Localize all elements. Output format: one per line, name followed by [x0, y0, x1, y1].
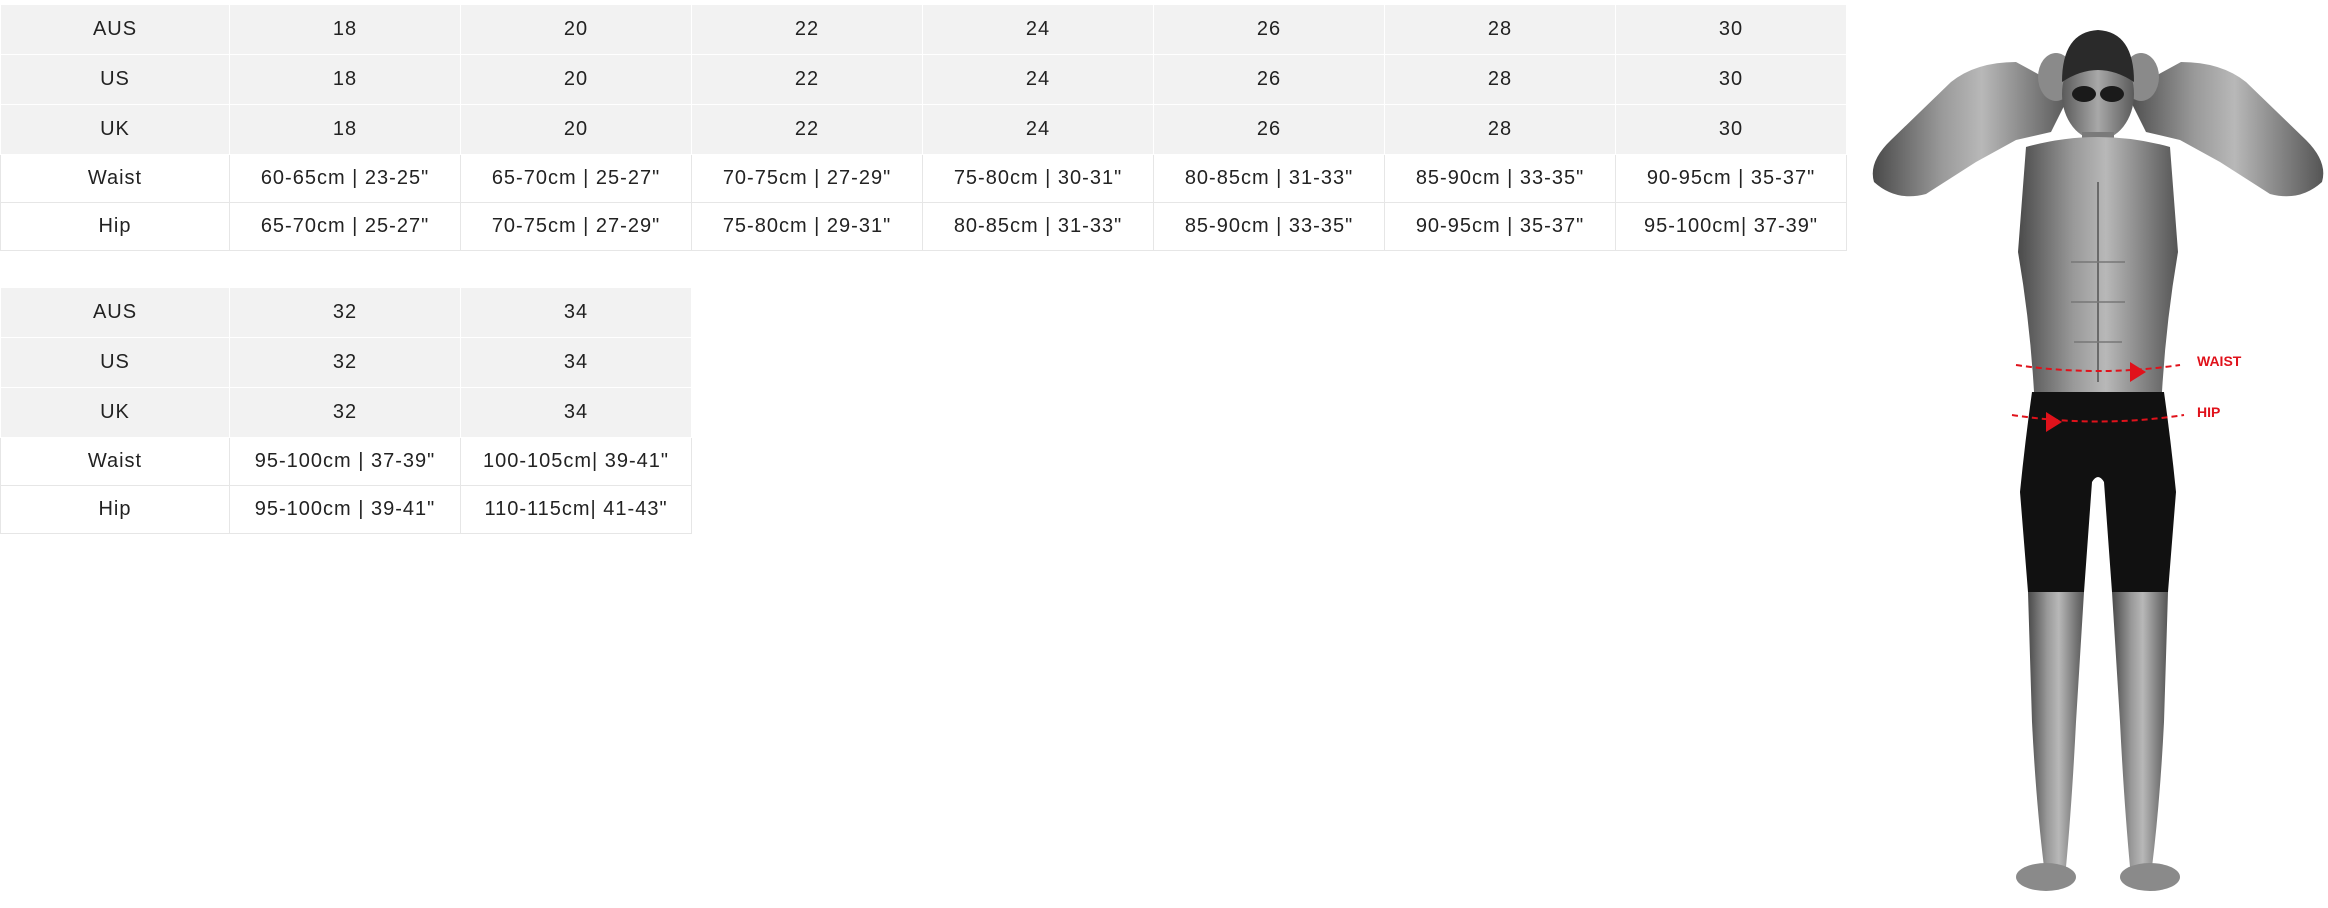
table-row-aus [1, 5, 1847, 55]
table-cell: 22 [692, 105, 923, 155]
row-label: Waist [1, 155, 230, 203]
table-cell: 32 [230, 338, 461, 388]
table-row-hip [1, 486, 692, 534]
table-cell: 95-100cm | 37-39" [230, 438, 461, 486]
table-cell: 28 [1385, 5, 1616, 55]
table-row-uk [1, 388, 692, 438]
table-cell: 80-85cm | 31-33" [1154, 155, 1385, 203]
table-cell: 75-80cm | 30-31" [923, 155, 1154, 203]
table-cell: 20 [461, 55, 692, 105]
row-label: US [1, 55, 230, 105]
table-cell: 22 [692, 55, 923, 105]
left-leg-shape [2028, 592, 2084, 867]
table-cell: 85-90cm | 33-35" [1385, 155, 1616, 203]
jammer-shorts-shape [2020, 392, 2176, 592]
table-cell: 32 [230, 288, 461, 338]
table-cell: 70-75cm | 27-29" [692, 155, 923, 203]
size-chart-table-1 [0, 4, 1847, 251]
right-leg-shape [2112, 592, 2168, 867]
table-cell: 85-90cm | 33-35" [1154, 203, 1385, 251]
table-cell: 32 [230, 388, 461, 438]
table-cell: 65-70cm | 25-27" [461, 155, 692, 203]
table-row-aus [1, 288, 692, 338]
table-cell: 26 [1154, 55, 1385, 105]
row-label: Hip [1, 203, 230, 251]
table-cell: 28 [1385, 55, 1616, 105]
waist-callout-label: WAIST [2197, 353, 2242, 369]
table-cell: 30 [1616, 55, 1847, 105]
table-cell: 18 [230, 105, 461, 155]
table-row-us [1, 55, 1847, 105]
row-label: AUS [1, 5, 230, 55]
table-cell: 90-95cm | 35-37" [1616, 155, 1847, 203]
row-label: Hip [1, 486, 230, 534]
table-cell: 18 [230, 5, 461, 55]
table-cell: 30 [1616, 5, 1847, 55]
table-cell: 90-95cm | 35-37" [1385, 203, 1616, 251]
row-label: UK [1, 105, 230, 155]
table-cell: 22 [692, 5, 923, 55]
hip-callout-label: HIP [2197, 404, 2221, 420]
table-cell: 65-70cm | 25-27" [230, 203, 461, 251]
table-cell: 20 [461, 105, 692, 155]
table-cell: 26 [1154, 105, 1385, 155]
table-row-waist [1, 438, 692, 486]
row-label: US [1, 338, 230, 388]
table-cell: 95-100cm | 39-41" [230, 486, 461, 534]
table-cell: 18 [230, 55, 461, 105]
table-cell: 70-75cm | 27-29" [461, 203, 692, 251]
row-label: UK [1, 388, 230, 438]
table-cell: 20 [461, 5, 692, 55]
table-cell: 26 [1154, 5, 1385, 55]
table-row-us [1, 338, 692, 388]
table-cell: 34 [461, 288, 692, 338]
table-cell: 24 [923, 55, 1154, 105]
table-cell: 34 [461, 338, 692, 388]
table-cell: 24 [923, 5, 1154, 55]
row-label: Waist [1, 438, 230, 486]
table-cell: 60-65cm | 23-25" [230, 155, 461, 203]
table-row-uk [1, 105, 1847, 155]
table-cell: 80-85cm | 31-33" [923, 203, 1154, 251]
table-cell: 100-105cm| 39-41" [461, 438, 692, 486]
size-chart-table-2 [0, 287, 692, 534]
table-cell: 34 [461, 388, 692, 438]
table-cell: 30 [1616, 105, 1847, 155]
row-label: AUS [1, 288, 230, 338]
table-cell: 28 [1385, 105, 1616, 155]
model-figure-image [1866, 22, 2328, 902]
table-cell: 75-80cm | 29-31" [692, 203, 923, 251]
table-row-waist [1, 155, 1847, 203]
table-row-hip [1, 203, 1847, 251]
table-cell: 110-115cm| 41-43" [461, 486, 692, 534]
table-cell: 95-100cm| 37-39" [1616, 203, 1847, 251]
table-cell: 24 [923, 105, 1154, 155]
